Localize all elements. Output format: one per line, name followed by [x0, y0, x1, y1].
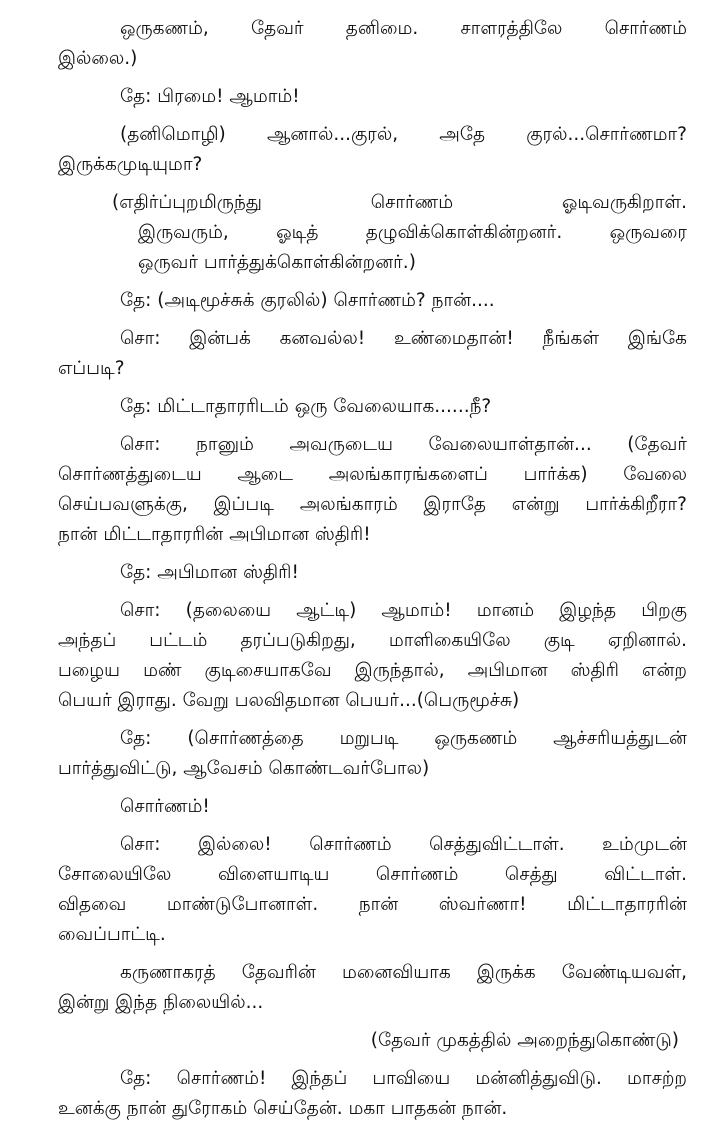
paragraph — [58, 286, 687, 316]
text-line: சொ: இன்பக் கனவல்ல! உண்மைதான்! நீங்கள் இங்கே — [120, 328, 687, 349]
paragraph — [58, 958, 687, 1018]
text-line: சொர்ணம்! — [120, 796, 210, 817]
paragraph — [58, 120, 687, 180]
text-line: தே: பிரமை! ஆமாம்! — [120, 86, 300, 107]
paragraph — [58, 430, 687, 550]
text-line: (எதிர்ப்புறமிருந்து சொர்ணம் ஓடிவருகிறாள். — [112, 192, 687, 213]
paragraph — [58, 82, 687, 112]
paragraph — [58, 724, 687, 784]
text-line: இன்று இந்த நிலையில்... — [58, 992, 264, 1013]
paragraph — [58, 392, 687, 422]
text-line: சொ: இல்லை! சொர்ணம் செத்துவிட்டாள். உம்முடன் — [120, 834, 687, 855]
text-line: கருணாகரத் தேவரின் மனைவியாக இருக்க வேண்டியவள், — [120, 962, 687, 983]
text-line: தே: (அடிமூச்சுக் குரலில்) சொர்ணம்? நான்.... — [120, 290, 495, 311]
paragraph — [58, 558, 687, 588]
paragraph — [58, 324, 687, 384]
stage-direction — [58, 1026, 687, 1056]
stage-direction — [58, 188, 687, 278]
text-line: தே: (சொர்ணத்தை மறுபடி ஒருகணம் ஆச்சரியத்துடன் — [120, 728, 687, 749]
text-line: தே: அபிமான ஸ்திரி! — [120, 562, 299, 583]
text-line: இருக்கமுடியுமா? — [58, 154, 203, 175]
text-line: பழைய மண் குடிசையாகவே இருந்தால், அபிமான ஸ்திரி என்ற — [58, 660, 687, 681]
text-line: சொ: (தலையை ஆட்டி) ஆமாம்! மானம் இழந்த பிறகு — [120, 600, 687, 621]
text-line: விதவை மாண்டுபோனாள். நான் ஸ்வர்ணா! மிட்டாதாரரின் — [58, 894, 687, 915]
text-line: உனக்கு நான் துரோகம் செய்தேன். மகா பாதகன் நான். — [58, 1098, 508, 1119]
paragraph — [58, 1064, 687, 1124]
text-line: ஒருகணம், தேவர் தனிமை. சாளரத்திலே சொர்ணம் — [120, 18, 687, 39]
text-line: பார்த்துவிட்டு, ஆவேசம் கொண்டவர்போல) — [58, 758, 430, 779]
paragraph — [58, 830, 687, 950]
paragraph — [58, 596, 687, 716]
text-line: வைப்பாட்டி. — [58, 924, 166, 945]
text-line: செய்பவளுக்கு, இப்படி அலங்காரம் இராதே என்று பார்க்கிறீரா? — [58, 494, 687, 515]
text-line: தே: மிட்டாதாரரிடம் ஒரு வேலையாக......நீ? — [120, 396, 492, 417]
text-line: (தேவர் முகத்தில் அறைந்துகொண்டு) — [370, 1030, 679, 1051]
paragraph — [58, 792, 687, 822]
text-line: ஒருவர் பார்த்துக்கொள்கின்றனர்.) — [138, 252, 416, 273]
text-line: அந்தப் பட்டம் தரப்படுகிறது, மாளிகையிலே குடி ஏறினால். — [58, 630, 687, 651]
text-line: சொ: நானும் அவருடைய வேலையாள்தான்... (தேவர் — [120, 434, 687, 455]
text-line: நான் மிட்டாதாரரின் அபிமான ஸ்திரி! — [58, 524, 371, 545]
text-line: பெயர் இராது. வேறு பலவிதமான பெயர்...(பெருமூச்சு) — [58, 690, 520, 711]
text-line: இல்லை.) — [58, 48, 138, 69]
text-line: எப்படி? — [58, 358, 125, 379]
text-line: இருவரும், ஓடித் தழுவிக்கொள்கின்றனர். ஒருவரை — [138, 222, 687, 243]
text-line: சொர்ணத்துடைய ஆடை அலங்காரங்களைப் பார்க்க) வேலை — [58, 464, 687, 485]
paragraph — [58, 14, 687, 74]
text-line: (தனிமொழி) ஆனால்...குரல், அதே குரல்...சொர்ணமா? — [120, 124, 687, 145]
text-line: சோலையிலே விளையாடிய சொர்ணம் செத்து விட்டாள். — [58, 864, 687, 885]
text-line: தே: சொர்ணம்! இந்தப் பாவியை மன்னித்துவிடு. மாசற்ற — [120, 1068, 687, 1089]
